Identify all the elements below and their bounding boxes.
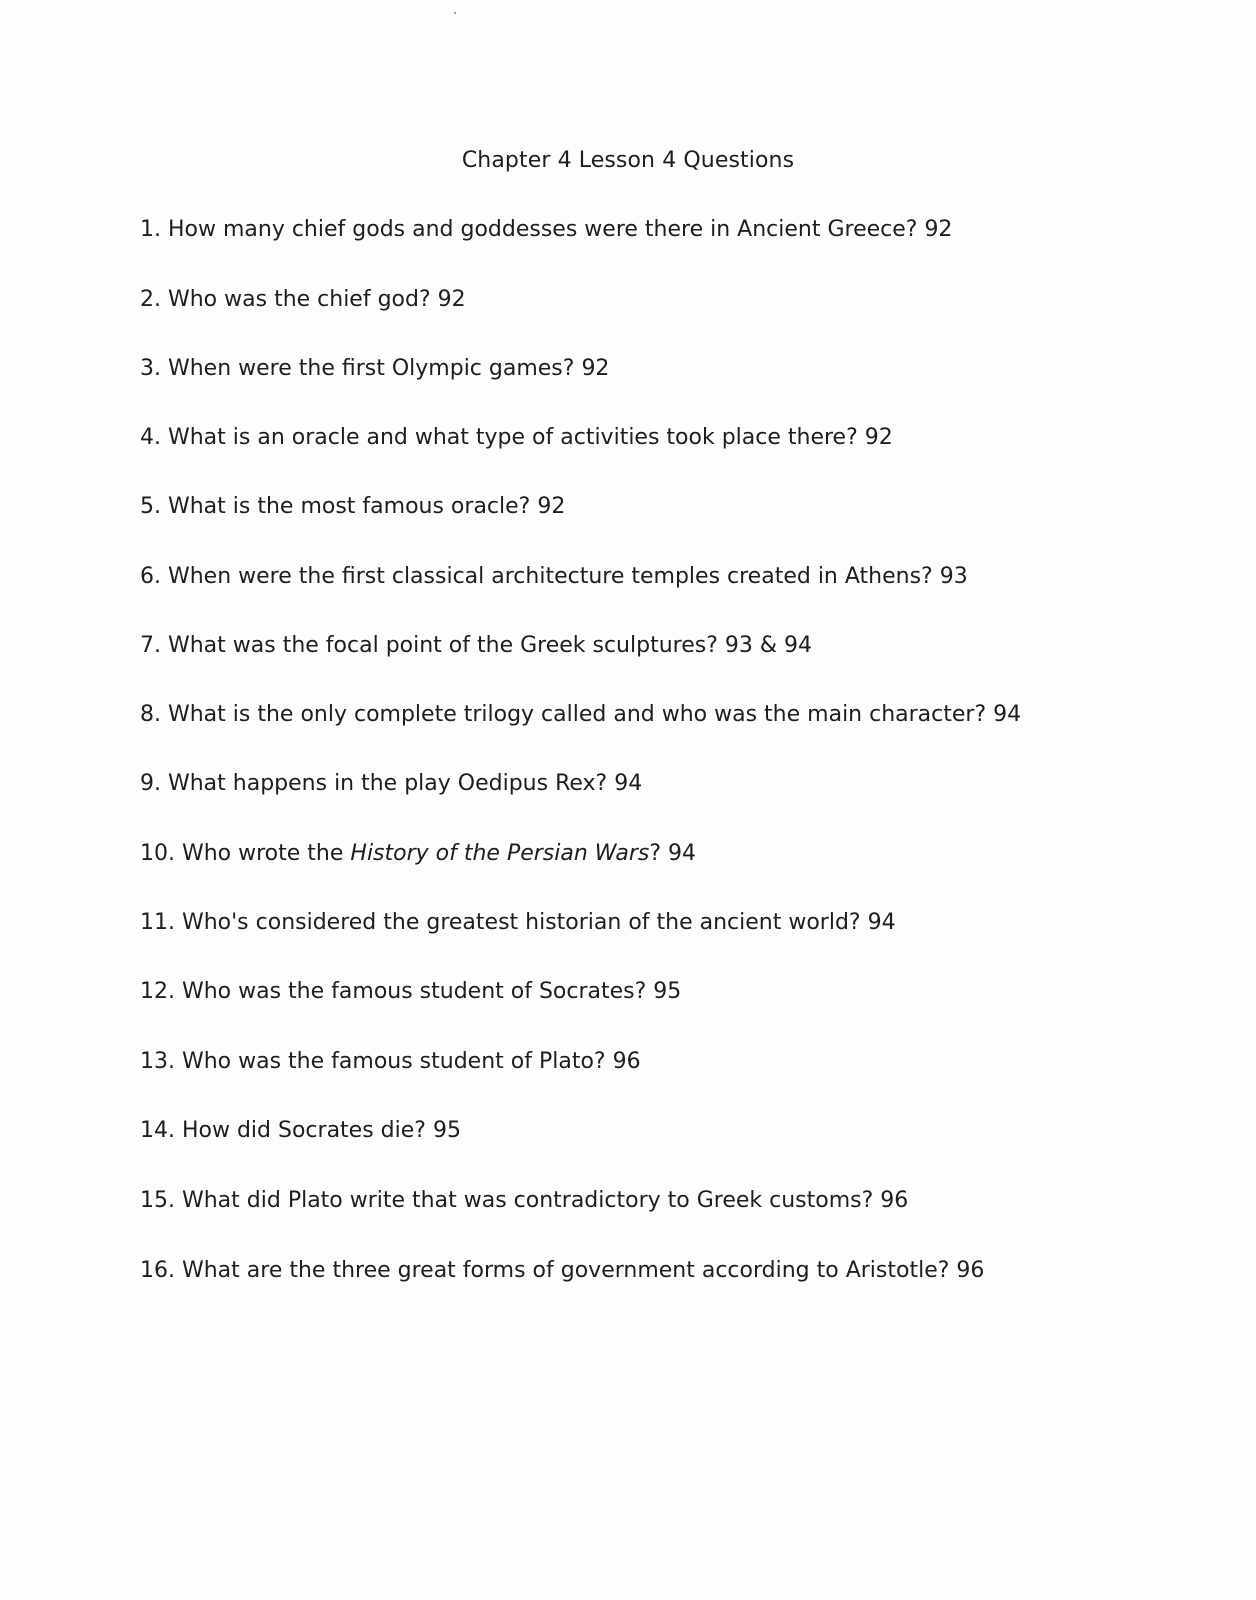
question-15: 15. What did Plato write that was contradictory to Greek customs? 96: [140, 1188, 909, 1213]
page-title: Chapter 4 Lesson 4 Questions: [461, 148, 795, 173]
question-6: 6. When were the first classical architecture temples created in Athens? 93: [140, 564, 968, 589]
question-10-prefix: 10. Who wrote the: [140, 841, 351, 866]
question-7: 7. What was the focal point of the Greek sculptures? 93 & 94: [140, 633, 813, 658]
question-16: 16. What are the three great forms of government according to Aristotle? 96: [140, 1258, 985, 1283]
question-8: 8. What is the only complete trilogy called and who was the main character? 94: [140, 702, 1022, 727]
question-11: 11. Who's considered the greatest historian of the ancient world? 94: [140, 910, 896, 935]
question-12: 12. Who was the famous student of Socrates? 95: [140, 979, 682, 1004]
question-3: 3. When were the first Olympic games? 92: [140, 356, 610, 381]
question-10-suffix: ? 94: [649, 841, 697, 866]
question-1: 1. How many chief gods and goddesses were there in Ancient Greece? 92: [140, 217, 953, 242]
question-13: 13. Who was the famous student of Plato? 96: [140, 1049, 641, 1074]
scan-speck: [454, 12, 456, 14]
question-5: 5. What is the most famous oracle? 92: [140, 494, 566, 519]
question-14: 14. How did Socrates die? 95: [140, 1118, 461, 1143]
question-9: 9. What happens in the play Oedipus Rex? 94: [140, 771, 643, 796]
question-10: [140, 839, 696, 869]
question-10-book-title: History of the Persian Wars: [350, 841, 650, 866]
question-4: 4. What is an oracle and what type of activities took place there? 92: [140, 425, 893, 450]
question-2: 2. Who was the chief god? 92: [140, 287, 466, 312]
